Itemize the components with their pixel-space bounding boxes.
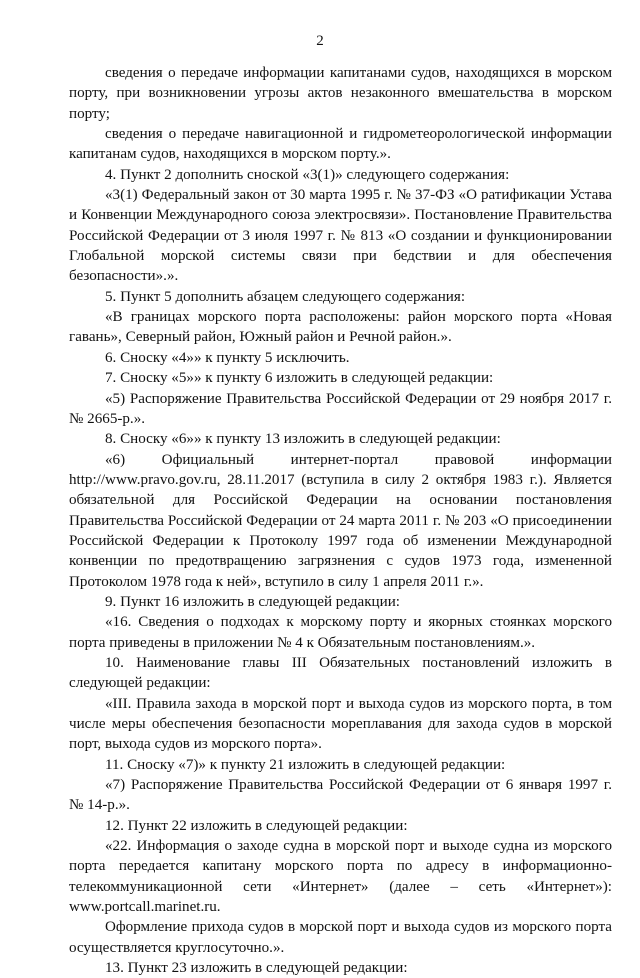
paragraph: 8. Сноску «6»» к пункту 13 изложить в следующей редакции: (105, 431, 501, 448)
paragraph: «5) Распоряжение Правительства Российской Федерации от 29 ноября 2017 г. № 2665-р.». (69, 390, 612, 427)
page-number: 2 (316, 33, 324, 49)
paragraph: «16. Сведения о подходах к морскому порту и якорных стоянках морского порта приведены в приложении № 4 к Обязательным постановлениям.». (69, 614, 612, 651)
paragraph: 9. Пункт 16 изложить в следующей редакции: (105, 593, 400, 610)
paragraph: 6. Сноску «4»» к пункту 5 исключить. (105, 349, 350, 366)
paragraph: 13. Пункт 23 изложить в следующей редакции: (105, 960, 408, 977)
paragraph: «В границах морского порта расположены: район морского порта «Новая гавань», Северный район, Южный район и Речной район.». (69, 309, 612, 346)
paragraph: 12. Пункт 22 изложить в следующей редакции: (105, 817, 408, 834)
paragraph: сведения о передаче информации капитанами судов, находящихся в морском порту, при возникновении угрозы актов незаконного вмешательства в морском порту; (69, 65, 612, 122)
paragraph: сведения о передаче навигационной и гидрометеорологической информации капитанам судов, находящихся в морском порту.». (69, 126, 612, 163)
paragraph: 10. Наименование главы III Обязательных постановлений изложить в следующей редакции: (69, 654, 612, 692)
paragraph: «III. Правила захода в морской порт и выхода судов из морского порта, в том числе меры обеспечения безопасности мореплавания для захода судов в морской порт, выхода судов из морского порта». (69, 695, 612, 753)
paragraph: «3(1) Федеральный закон от 30 марта 1995 г. № 37-ФЗ «О ратификации Устава и Конвенции Международного союза электросвязи». Постановление Правительства Российской Федерации от 3 июля 1997 г. № 813 «О создании и функционировании Глобальной морской системы связи при бедствии и для обеспечения безопасности».». (69, 187, 612, 285)
paragraph: 5. Пункт 5 дополнить абзацем следующего содержания: (105, 288, 466, 305)
paragraph: 7. Сноску «5»» к пункту 6 изложить в следующей редакции: (105, 370, 494, 387)
paragraph: «22. Информация о заходе судна в морской порт и выходе судна из морского порта передается капитану морского порта по адресу в информационно-телекоммуникационной сети «Интернет» (далее – сеть «Интернет»): www.portcall.marinet.ru. (69, 838, 612, 916)
paragraph: «7) Распоряжение Правительства Российской Федерации от 6 января 1997 г. № 14-р.». (69, 777, 612, 814)
document-body (69, 63, 612, 978)
paragraph: «6) Официальный интернет-портал правовой информации http://www.pravo.gov.ru, 28.11.2017 (вступила в силу 2 октября 1983 г.). Является обязательной для Российской Федерации на основании постановления Правительства Российской Федерации от 24 марта 2011 г. № 203 «О присоединении Российской Федерации к Протоколу 1997 года об изменении Международной конвенции по предотвращению загрязнения с судов 1973 года, измененной Протоколом 1978 года к ней», вступило в силу 1 апреля 2011 г.». (69, 451, 612, 590)
paragraph: 11. Сноску «7)» к пункту 21 изложить в следующей редакции: (105, 756, 506, 773)
paragraph: 4. Пункт 2 дополнить сноской «3(1)» следующего содержания: (105, 166, 510, 183)
paragraph: Оформление прихода судов в морской порт и выхода судов из морского порта осуществляется круглосуточно.». (69, 919, 612, 956)
